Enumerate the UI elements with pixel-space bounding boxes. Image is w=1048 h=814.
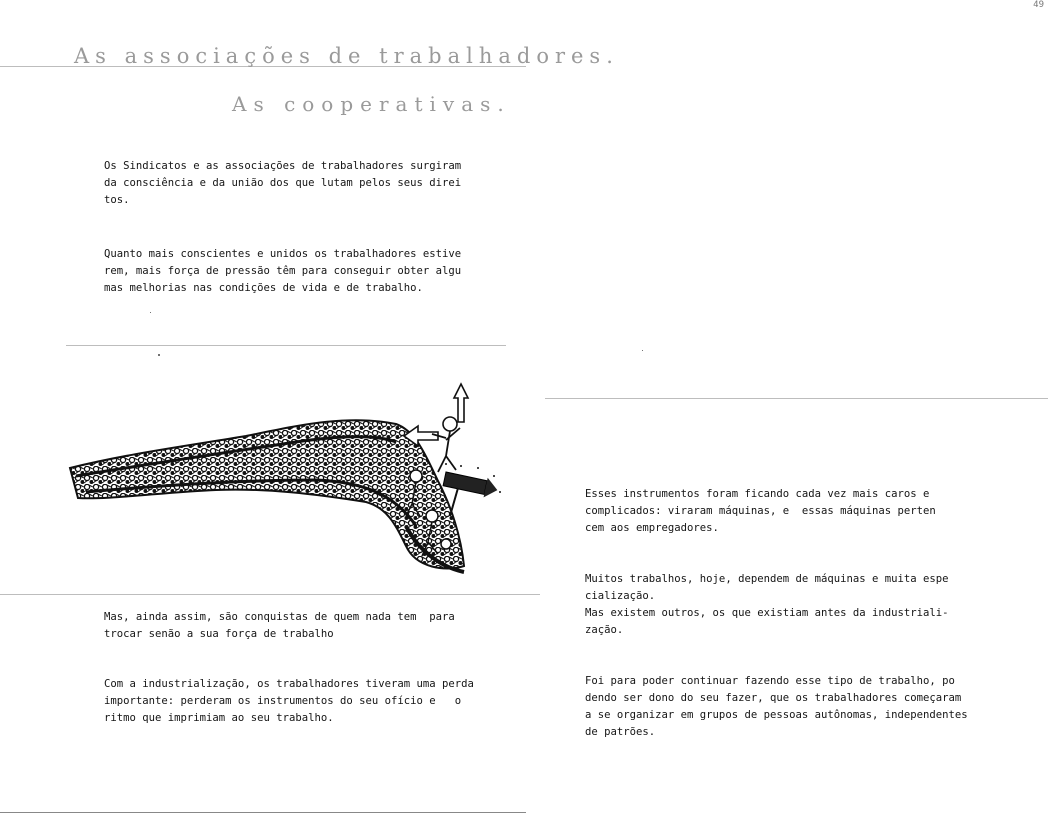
- speck: [150, 312, 151, 313]
- left-paragraph-3: Mas, ainda assim, são conquistas de quem nada tem para trocar senão a sua força de trabalho: [104, 611, 455, 640]
- right-paragraph-3: Foi para poder continuar fazendo esse tipo de trabalho, po dendo ser dono do seu fazer, que os trabalhadores começaram a se organizar em grupos de pessoas autônomas, independentes de patrões.: [585, 675, 968, 738]
- page-number: 49: [1033, 0, 1044, 10]
- crowd-march-illustration-icon: [66, 376, 506, 576]
- title-line-2: As cooperativas.: [232, 92, 511, 116]
- rule-lower-left: [0, 594, 540, 595]
- left-paragraph-2: Quanto mais conscientes e unidos os trabalhadores estive rem, mais força de pressão têm para conseguir obter algu mas melhorias nas condições de vida e de trabalho.: [104, 248, 462, 294]
- rule-bottom-left: [0, 812, 526, 813]
- title-line-1: As associações de trabalhadores.: [74, 44, 619, 68]
- speck: [158, 354, 160, 356]
- left-paragraph-4: Com a industrialização, os trabalhadores tiveram uma perda importante: perderam os instrumentos do seu ofício e o ritmo que imprimiam ao seu trabalho.: [104, 678, 474, 724]
- rule-mid-left: [66, 345, 506, 346]
- rule-mid-right: [545, 398, 1048, 399]
- left-paragraph-1: Os Sindicatos e as associações de trabalhadores surgiram da consciência e da união dos que lutam pelos seus direi tos.: [104, 160, 462, 206]
- right-paragraph-1: Esses instrumentos foram ficando cada vez mais caros e complicados: viraram máquinas, e essas máquinas perten cem aos empregadores.: [585, 488, 936, 534]
- speck: [642, 350, 643, 351]
- right-paragraph-2: Muitos trabalhos, hoje, dependem de máquinas e muita espe cialização. Mas existem outros, os que existiam antes da industriali- zação.: [585, 573, 949, 636]
